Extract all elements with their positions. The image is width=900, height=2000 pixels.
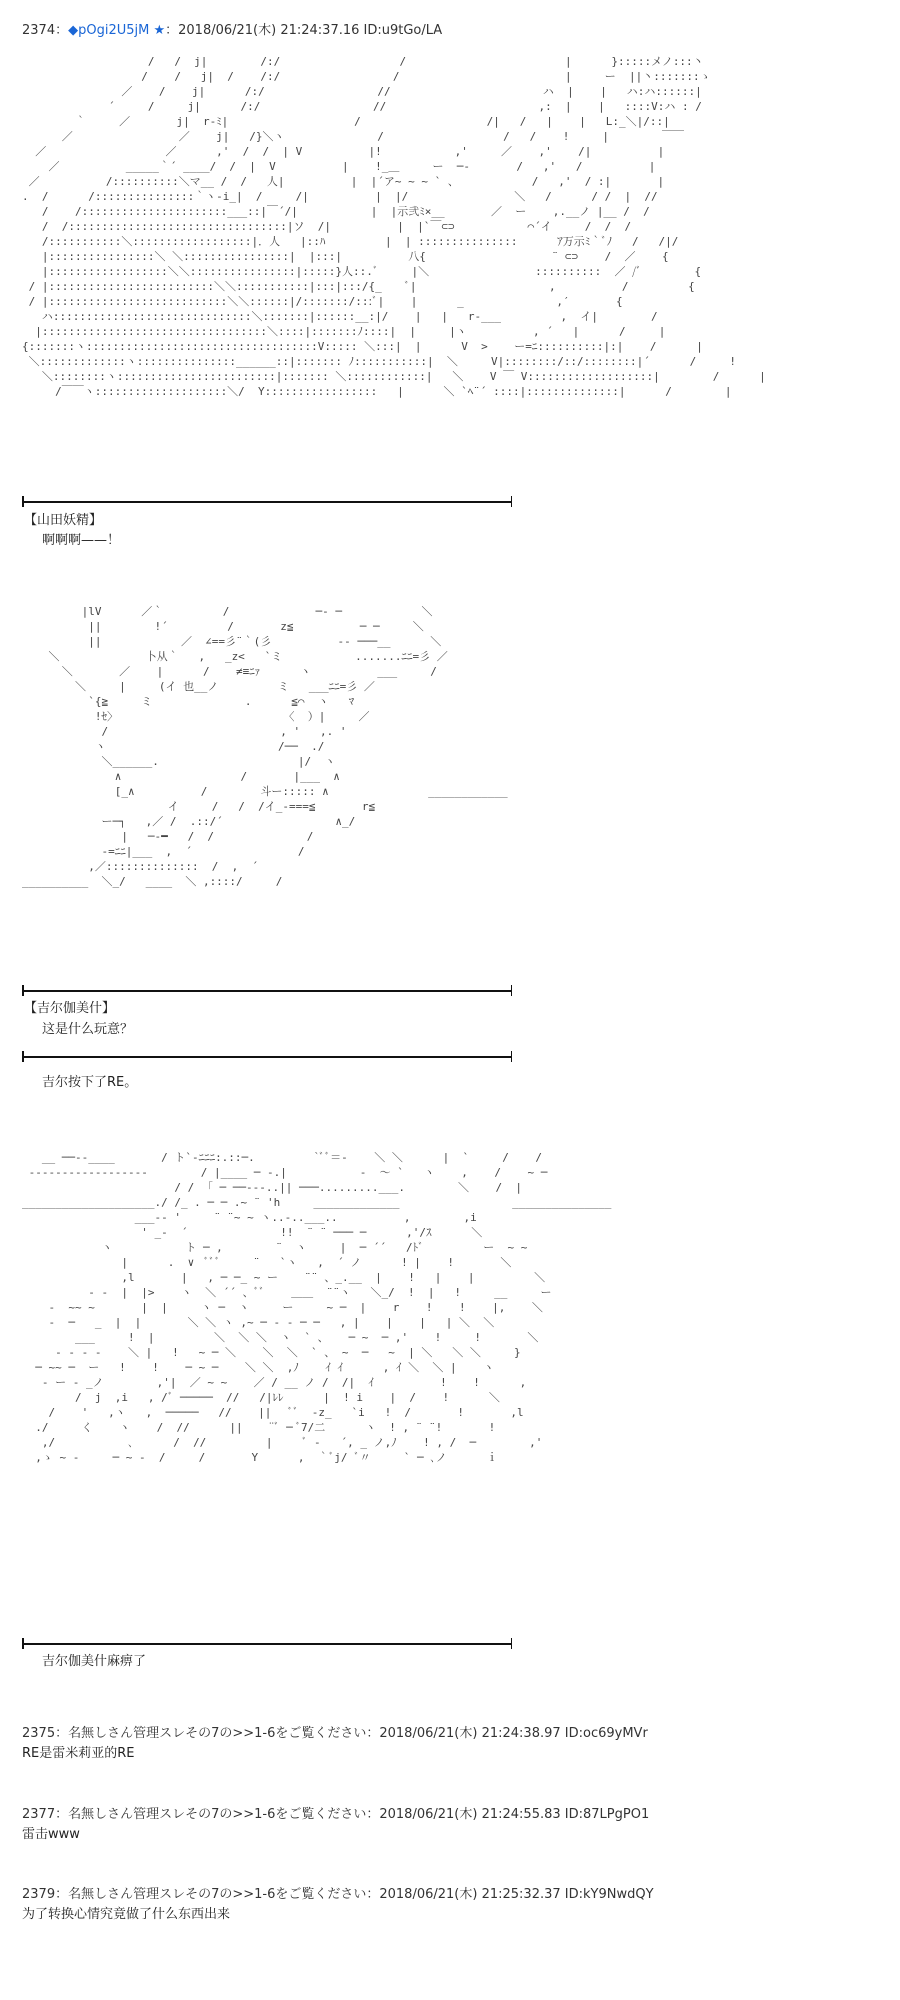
scene-divider <box>22 1638 512 1649</box>
post-meta: ：2018/06/21(木) 21:24:37.16 ID:u9tGo/LA <box>165 23 443 38</box>
scene-divider <box>22 1051 512 1062</box>
narration-line: 吉尔伽美什麻痹了 <box>42 1654 147 1669</box>
reply-header-2379: 2379：名無しさん管理スレその7の>>1-6をご覧ください：2018/06/21(木) 21:25:32.37 ID:kY9NwdQY <box>22 1887 654 1902</box>
dialogue-line: 这是什么玩意？ <box>42 1022 134 1037</box>
ascii-art-lightning-scene: __ ──‐‐____ / ト`-ﾆﾆﾆ:.::─. `ﾞﾞ＝‐ ＼ ＼ | ` / / ‐‐‐‐‐‐‐‐‐‐‐‐‐‐‐‐‐‐ / |____ ─ ‐.| ‐ ～ ` ヽ , / ~ ─ / / ｢ ─ ──‐‐‐..|| ───.........___. ＼ / | ____________________./ /_ . ─ ─ .~ ¨ 'h _____________ _______________ ___-‐ ' ¨ ¨~ ~ ヽ..‐..___.. , ,i ' _- ´ !! ¨ ¨ ─── ─ ,'/ｽ ＼ ヽ ト ─ , ¨ ヽ | ─ ´´ /ﾄﾞ ー ~ ~ | . ∨ ﾞﾞﾞ ¨ `ヽ , ´ ノ ! | ! ＼ ,l | , ─ ─_ ~ ー ¨¨ 、_.__ | ! | | ＼ ‐ ‐ | |> ヽ ＼ ´´ 、ﾞﾞ ＿＿ ¨¨ヽ ＼_/ ! | ! __ ー ‐ ~~ ~ | | ヽ ─ ヽ ー ~ ─ | r ! ! |, ＼ ‐ ─ _ | | ＼ ＼ ヽ ,~ ─ ‐ ‐ ─ ─ , | | | | ＼ ＼ ___ ! | ＼ ＼ ＼ ヽ ` 、 ─ ~ ─ ,' ! ! ＼ ‐ ‐ ‐ ‐ ＼ | ! ~ ─ ＼ ＼ ＼ ` 、 ~ ─ ~ | ＼ ＼ ＼ } ─ ~~ ─ ー ! ! ─ ~ ─ ＼ ＼ ,ﾉ ｲ ｲ , ｲ ＼ ＼ | ヽ ‐ ー ‐ _ノ ,'| ／ ~ ~ ／ / __ ノ / /| ｲ ! ! , / j ,i , /ﾞ ───── // /|ﾚﾚ | ! i | / ! ＼ / ' ,ヽ , ───── // || ﾞﾞ -z_ `i ! / ! ,l ./ く ヽ / // || ¨ﾞ ─ ﾞ7/二 ヽ ! , ¨ ¨! ! ,/ ､ / // | ﾞ ‐ ´, _ ノ,ﾉ ! , / ─ ,' ,ゝ ~ ‐ ─ ~ ‐ / / Y , ｀ﾞj/ ﾞ〃 ` ─ ､ノ ｉ <box>22 1151 612 1464</box>
reply-body-2379: 为了转换心情究竟做了什么东西出来 <box>22 1907 231 1922</box>
scene-divider <box>22 496 512 507</box>
ascii-art-gilgamesh-face: |lV ／｀ / ─- ─ ＼ || !´ / z≦ ─ ─ ＼ || ／ ∠==彡¨｀(彡 -- ───__ ＼ ＼ 卜从｀ , _z< `ミ .......ﾆﾆ=彡 ／ ＼ ／ | / ≠≡ﾆｧ ヽ ___ / ＼ | (イ 也__ノ ミ ___ﾆﾆ=彡 ／ `{≧ ミ . ≦⌒ ヽ ﾏ !ｾ〉 〈 ）| ／ / , ' ,. ' ヽ /── ./ ＼______. |/ ヽ ∧ / |___ ∧ [_∧ / 斗ー::::: ∧ ____________ イ / / /イ_-===≦ r≦ ー─┐ ,／ / .::/´ ∧_/ | ─-━ / / / -=ﾆﾆ|___ , ´ / ,／:::::::::::::: / , ´ __________ ＼_/ ____ ＼ ,::::/ / <box>22 605 508 888</box>
post-trip[interactable]: ◆pOgi2U5jM ★ <box>68 23 166 38</box>
speaker-label: 【吉尔伽美什】 <box>24 1001 116 1016</box>
dialogue-line: 啊啊啊——！ <box>42 533 121 548</box>
speaker-label: 【山田妖精】 <box>24 513 103 528</box>
post-number: 2374： <box>22 23 69 38</box>
narration-line: 吉尔按下了RE。 <box>42 1075 138 1090</box>
reply-header-2375: 2375：名無しさん管理スレその7の>>1-6をご覧ください：2018/06/21(木) 21:24:38.97 ID:oc69yMVr <box>22 1726 648 1741</box>
post-header-2374 <box>22 22 442 40</box>
reply-header-2377: 2377：名無しさん管理スレその7の>>1-6をご覧ください：2018/06/21(木) 21:24:55.83 ID:87LPgPO1 <box>22 1807 650 1822</box>
reply-body-2377: 雷击www <box>22 1827 80 1842</box>
reply-body-2375: RE是雷米莉亚的RE <box>22 1746 135 1761</box>
ascii-art-yousei-face: / / j| /:/ / | }:::::メノ:::丶 / / j| / /:/ / | ー ||丶:::::::ゝ ／ / j| /:/ // ハ | | ハ:ハ::::::| ´ / j| /:/ // ,: | | ::::V:ハ : / ｀ ／ j| r-ﾐ| / /| / | | L:_＼|/::| ／ ／ j| /}＼ヽ / / / ! | ￣￣ ／ ／ ,' / / | V |! ,' ／ ,' /| | ／ _____｀´ ____/ / | V | !_＿ ー ─- / ,' / | ／ /::::::::::＼マ__ / / 人| | |´ア~ ~ ~ ` 、 / ,' / :| | . / /:::::::::::::::｀ヽ-i_| / /| | |/ ＼ / / / | // / /::::::::::::::::::::::___::|￣´/| | |示弐ﾐ×__ ／ ー ,.__ノ |__ / / / /:::::::::::::::::::::::::::::::::|ソ /| | |`￣⊂⊃ ⌒´イ / / / /:::::::::::＼::::::::::::::::::|．人 |::ﾊ | | ::::::::::::::: ｱ万示ﾐ｀ﾞﾉ / /|/ |::::::::::::::::＼ ＼::::::::::::::::| |:::| 八{ ¨ ⊂⊃ / ／ { |::::::::::::::::::＼＼::::::::::::::::|:::::}人::.ﾞ |＼ :::::::::: ／ /ﾞ { / |:::::::::::::::::::::::::＼＼:::::::::::|:::|:::/{_ ﾞ| , / { / |:::::::::::::::::::::::::::＼＼::::::|/:::::::/:::ﾞ| | _ ,′ { ハ::::::::::::::::::::::::::::::＼:::::::|::::::__:|/ | | r-___ , イ| / |::::::::::::::::::::::::::::::::::＼::::|:::::::ﾉ::::| | |ヽ , ´ | / | {:::::::ヽ:::::::::::::::::::::::::::::::::::V::::: ＼:::| | V > ー=ﾆ::::::::::|:| / | ＼:::::::::::::ヽ:::::::::::::::______::|::::::: ﾉ:::::::::::| ＼ V|::::::::/::/::::::::|´ / ! ＼::::::::ヽ::::::::::::::::::::::::|::::::: ＼::::::::::::| ＼ V ￣ V:::::::::::::::::::| / | /￣￣ヽ::::::::::::::::::::＼/ Y::::::::::::::::: | ＼ `ﾍ¨´ ::::|::::::::::::::| / | <box>22 55 766 398</box>
scene-divider <box>22 985 512 996</box>
